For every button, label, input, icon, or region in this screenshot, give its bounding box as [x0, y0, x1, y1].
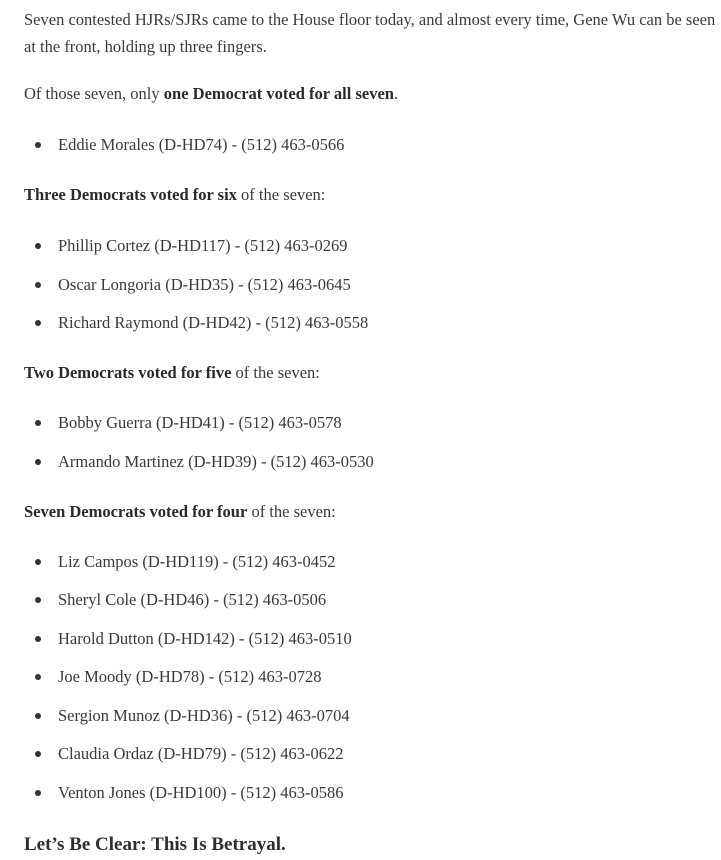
member-text: Armando Martinez (D-HD39) - (512) 463-0530 — [58, 451, 374, 471]
list-item — [24, 779, 721, 806]
member-text: Richard Raymond (D-HD42) - (512) 463-0558 — [58, 313, 369, 332]
summary-bold: one Democrat voted for all seven — [163, 84, 394, 103]
bullet-icon — [35, 320, 41, 326]
intro-paragraph: Seven contested HJRs/SJRs came to the House floor today, and almost every time, Gene Wu can be seen at the front, holding up three fingers. — [24, 10, 716, 56]
member-text: Sergion Munoz (D-HD36) - (512) 463-0704 — [58, 705, 350, 725]
group-suffix: of the seven: — [231, 363, 320, 382]
member-text: Bobby Guerra (D-HD41) - (512) 463-0578 — [58, 413, 342, 432]
bullet-icon — [35, 142, 41, 148]
bullet-icon — [35, 597, 41, 603]
list-item — [24, 271, 721, 298]
summary-suffix: . — [393, 84, 399, 103]
member-text: Liz Campos (D-HD119) - (512) 463-0452 — [58, 551, 336, 571]
member-text: Joe Moody (D-HD78) - (512) 463-0728 — [58, 667, 322, 686]
bullet-icon — [35, 243, 41, 249]
group-heading-five — [24, 359, 721, 386]
group-heading-six — [24, 181, 721, 208]
group-bold: Three Democrats voted for six — [24, 185, 237, 204]
bullet-icon — [35, 420, 41, 426]
member-text: Claudia Ordaz (D-HD79) - (512) 463-0622 — [58, 744, 344, 763]
list-six — [24, 232, 721, 336]
list-item — [24, 232, 721, 259]
bullet-icon — [35, 713, 41, 719]
list-item — [24, 548, 721, 575]
list-item — [24, 448, 721, 475]
list-item — [24, 586, 721, 613]
member-text: Oscar Longoria (D-HD35) - (512) 463-0645 — [58, 274, 351, 294]
bullet-icon — [35, 282, 41, 288]
bullet-icon — [35, 674, 41, 680]
bullet-icon — [35, 790, 41, 796]
member-text: Sheryl Cole (D-HD46) - (512) 463-0506 — [58, 590, 327, 609]
list-item — [24, 663, 721, 690]
bullet-icon — [35, 459, 41, 465]
section-heading: Let’s Be Clear: This Is Betrayal. — [24, 833, 286, 855]
list-item — [24, 309, 721, 336]
list-item — [24, 625, 721, 652]
group-suffix: of the seven: — [247, 501, 336, 521]
group-bold: Seven Democrats voted for four — [24, 501, 248, 521]
group-heading-four — [24, 498, 721, 525]
member-text: Phillip Cortez (D-HD117) - (512) 463-0269 — [58, 236, 348, 255]
list-item — [24, 702, 721, 729]
summary-prefix: Of those seven, only — [24, 84, 164, 103]
member-text: Eddie Morales (D-HD74) - (512) 463-0566 — [58, 135, 345, 154]
list-item — [24, 409, 721, 436]
bullet-icon — [35, 559, 41, 565]
list-item — [24, 131, 721, 158]
member-text: Harold Dutton (D-HD142) - (512) 463-0510 — [58, 628, 352, 648]
list-four — [24, 548, 721, 806]
list-five — [24, 409, 721, 475]
bullet-icon — [35, 751, 41, 757]
list-item — [24, 740, 721, 767]
group-suffix: of the seven: — [236, 185, 326, 204]
summary-paragraph — [24, 80, 721, 107]
bullet-icon — [35, 636, 41, 642]
member-text: Venton Jones (D-HD100) - (512) 463-0586 — [58, 782, 344, 802]
group-bold: Two Democrats voted for five — [24, 363, 232, 382]
list-all-seven — [24, 131, 721, 158]
